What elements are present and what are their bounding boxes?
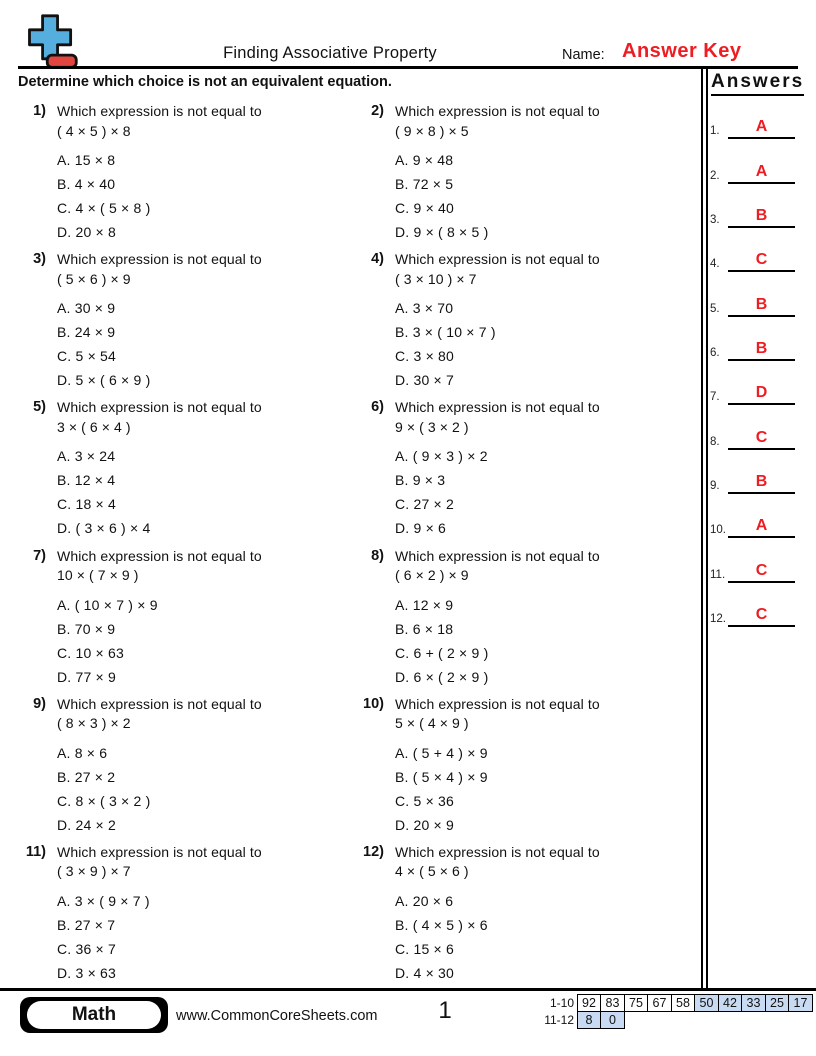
answer-number: 9. xyxy=(710,480,720,493)
plus-icon xyxy=(29,16,70,59)
answer-letter: B xyxy=(755,295,768,313)
choice-b: B. 12 × 4 xyxy=(57,472,116,489)
score-cell: 0 xyxy=(600,1011,625,1029)
page-number: 1 xyxy=(438,997,452,1024)
question-prompt: Which expression is not equal to xyxy=(57,547,262,564)
answer-number: 7. xyxy=(710,391,720,404)
question-prompt: Which expression is not equal to xyxy=(57,103,262,119)
answers-title: Answers xyxy=(711,71,804,96)
answer-item-11 xyxy=(703,539,804,583)
answer-letter: D xyxy=(755,384,768,402)
choice-b: B. ( 5 × 4 ) × 9 xyxy=(395,768,488,785)
subject-badge xyxy=(20,997,168,1033)
score-cell: 25 xyxy=(765,994,790,1012)
choice-b: B. 3 × ( 10 × 7 ) xyxy=(395,324,496,341)
choice-d: D. 20 × 9 xyxy=(395,816,455,833)
question-prompt: Which expression is not equal to xyxy=(57,399,262,416)
question-number: 3) xyxy=(33,251,46,268)
question-number: 5) xyxy=(33,399,46,416)
question-number: 1) xyxy=(33,103,46,119)
question-prompt: Which expression is not equal to xyxy=(395,251,600,268)
question-expression: ( 3 × 10 ) × 7 xyxy=(395,270,477,287)
question-prompt: Which expression is not equal to xyxy=(57,251,262,268)
choice-c: C. 4 × ( 5 × 8 ) xyxy=(57,200,151,216)
question-expression: ( 8 × 3 ) × 2 xyxy=(57,715,131,732)
choice-a: A. ( 10 × 7 ) × 9 xyxy=(57,596,158,613)
commoncoresheets-logo xyxy=(22,13,80,71)
question-expression: 5 × ( 4 × 9 ) xyxy=(395,715,469,732)
answer-blank-line xyxy=(728,581,795,583)
answer-blank-line xyxy=(728,403,795,405)
choice-b: B. 9 × 3 xyxy=(395,472,446,489)
answer-item-6 xyxy=(703,318,804,362)
choice-a: A. 15 × 8 xyxy=(57,152,116,168)
question-5 xyxy=(18,395,356,543)
answer-item-1 xyxy=(703,96,804,140)
choice-c: C. 3 × 80 xyxy=(395,348,455,365)
question-12 xyxy=(356,840,694,988)
question-1 xyxy=(18,99,356,247)
score-row-label: 1-10 xyxy=(549,996,574,1010)
choice-c: C. 6 + ( 2 × 9 ) xyxy=(395,644,489,661)
score-cell: 75 xyxy=(624,994,649,1012)
question-7 xyxy=(18,544,356,692)
answer-letter: A xyxy=(755,162,768,180)
answer-number: 2. xyxy=(710,169,720,182)
choice-b: B. 70 × 9 xyxy=(57,620,116,637)
choice-b: B. 24 × 9 xyxy=(57,324,116,341)
choice-c: C. 15 × 6 xyxy=(395,940,455,957)
question-number: 7) xyxy=(33,547,46,564)
score-row-label: 11-12 xyxy=(544,1012,574,1027)
answer-letter: C xyxy=(755,561,768,579)
question-expression: ( 5 × 6 ) × 9 xyxy=(57,270,131,287)
answer-blank-line xyxy=(728,137,795,139)
choice-a: A. ( 5 + 4 ) × 9 xyxy=(395,744,488,761)
choice-a: A. 20 × 6 xyxy=(395,892,454,909)
choice-a: A. 9 × 48 xyxy=(395,152,454,168)
answer-number: 4. xyxy=(710,258,720,271)
question-prompt: Which expression is not equal to xyxy=(395,399,600,416)
choice-d: D. 6 × ( 2 × 9 ) xyxy=(395,668,489,685)
question-number: 10) xyxy=(363,695,384,712)
score-cell: 17 xyxy=(788,994,813,1012)
choice-d: D. ( 3 × 6 ) × 4 xyxy=(57,520,151,537)
choice-c: C. 10 × 63 xyxy=(57,644,124,661)
answer-blank-line xyxy=(728,359,795,361)
answer-letter: C xyxy=(755,428,768,446)
questions-grid xyxy=(18,99,698,988)
answer-blank-line xyxy=(728,315,795,317)
choice-b: B. 27 × 7 xyxy=(57,916,116,933)
answer-item-5 xyxy=(703,273,804,317)
answer-blank-line xyxy=(728,182,795,184)
choice-a: A. 30 × 9 xyxy=(57,300,116,317)
answer-blank-line xyxy=(728,492,795,494)
choice-c: C. 36 × 7 xyxy=(57,940,117,957)
question-number: 11) xyxy=(25,843,46,860)
choice-d: D. 20 × 8 xyxy=(57,224,117,240)
choice-d: D. 30 × 7 xyxy=(395,372,455,389)
answer-blank-line xyxy=(728,625,795,627)
choice-b: B. 4 × 40 xyxy=(57,176,116,192)
answer-item-10 xyxy=(703,495,804,539)
question-prompt: Which expression is not equal to xyxy=(395,695,600,712)
answer-blank-line xyxy=(728,536,795,538)
question-expression: 4 × ( 5 × 6 ) xyxy=(395,863,469,880)
question-expression: 3 × ( 6 × 4 ) xyxy=(57,418,131,435)
answer-number: 10. xyxy=(710,524,726,537)
choice-c: C. 5 × 54 xyxy=(57,348,117,365)
answer-number: 6. xyxy=(710,347,720,360)
choice-a: A. 3 × ( 9 × 7 ) xyxy=(57,892,150,909)
choice-d: D. 3 × 63 xyxy=(57,964,117,981)
question-11 xyxy=(18,840,356,988)
choice-b: B. 6 × 18 xyxy=(395,620,454,637)
answer-letter: C xyxy=(755,606,768,624)
header-divider xyxy=(18,66,798,69)
answers-list xyxy=(703,96,804,628)
question-8 xyxy=(356,544,694,692)
choice-c: C. 8 × ( 3 × 2 ) xyxy=(57,792,151,809)
subject-label: Math xyxy=(71,1004,117,1025)
choice-b: B. ( 4 × 5 ) × 6 xyxy=(395,916,488,933)
score-cell: 58 xyxy=(671,994,696,1012)
answer-item-4 xyxy=(703,229,804,273)
question-number: 6) xyxy=(371,399,384,416)
question-4 xyxy=(356,247,694,395)
answer-blank-line xyxy=(728,226,795,228)
question-expression: 10 × ( 7 × 9 ) xyxy=(57,567,139,584)
answer-number: 3. xyxy=(710,214,720,227)
question-9 xyxy=(18,692,356,840)
question-number: 9) xyxy=(33,695,46,712)
choice-a: A. 3 × 70 xyxy=(395,300,454,317)
answer-number: 5. xyxy=(710,302,720,315)
choice-a: A. 3 × 24 xyxy=(57,448,116,465)
page-title: Finding Associative Property xyxy=(223,44,437,62)
answer-letter: A xyxy=(755,118,768,136)
question-expression: ( 9 × 8 ) × 5 xyxy=(395,122,469,139)
score-cell: 92 xyxy=(577,994,602,1012)
choice-c: C. 5 × 36 xyxy=(395,792,455,809)
question-expression: ( 6 × 2 ) × 9 xyxy=(395,567,469,584)
answer-letter: C xyxy=(755,251,768,269)
score-cell: 42 xyxy=(718,994,743,1012)
answer-number: 12. xyxy=(710,613,726,626)
choice-d: D. 9 × ( 8 × 5 ) xyxy=(395,224,489,240)
answer-blank-line xyxy=(728,270,795,272)
choice-d: D. 24 × 2 xyxy=(57,816,117,833)
question-3 xyxy=(18,247,356,395)
question-prompt: Which expression is not equal to xyxy=(57,843,262,860)
question-prompt: Which expression is not equal to xyxy=(395,843,600,860)
question-prompt: Which expression is not equal to xyxy=(395,103,600,119)
score-row-11-12 xyxy=(538,1011,813,1029)
answer-item-3 xyxy=(703,185,804,229)
answer-number: 1. xyxy=(710,125,720,138)
answer-item-9 xyxy=(703,451,804,495)
question-6 xyxy=(356,395,694,543)
answer-number: 8. xyxy=(710,435,720,448)
question-number: 2) xyxy=(371,103,384,119)
choice-a: A. ( 9 × 3 ) × 2 xyxy=(395,448,488,465)
answer-letter: B xyxy=(755,207,768,225)
score-row-1-10 xyxy=(538,994,813,1012)
answer-key-text: Answer Key xyxy=(622,40,742,62)
answer-item-12 xyxy=(703,584,804,628)
choice-b: B. 72 × 5 xyxy=(395,176,454,192)
answer-item-8 xyxy=(703,406,804,450)
score-table xyxy=(538,994,813,1029)
name-label: Name: xyxy=(562,47,605,63)
score-cell: 8 xyxy=(577,1011,602,1029)
answer-number: 11. xyxy=(710,568,726,581)
choice-b: B. 27 × 2 xyxy=(57,768,116,785)
choice-d: D. 9 × 6 xyxy=(395,520,447,537)
answers-panel xyxy=(701,68,804,988)
choice-d: D. 77 × 9 xyxy=(57,668,117,685)
score-cell: 83 xyxy=(600,994,625,1012)
answer-item-2 xyxy=(703,140,804,184)
footer-divider xyxy=(0,988,816,991)
question-expression: 9 × ( 3 × 2 ) xyxy=(395,418,469,435)
question-2 xyxy=(356,99,694,247)
choice-c: C. 9 × 40 xyxy=(395,200,455,216)
score-cell: 67 xyxy=(647,994,672,1012)
question-expression: ( 3 × 9 ) × 7 xyxy=(57,863,131,880)
choice-a: A. 8 × 6 xyxy=(57,744,108,761)
question-expression: ( 4 × 5 ) × 8 xyxy=(57,122,131,139)
choice-d: D. 4 × 30 xyxy=(395,964,455,981)
instructions-text: Determine which choice is not an equivalent equation. xyxy=(18,74,392,90)
choice-c: C. 27 × 2 xyxy=(395,496,455,513)
answer-letter: A xyxy=(755,517,768,535)
score-cell: 50 xyxy=(694,994,719,1012)
score-cell: 33 xyxy=(741,994,766,1012)
answer-item-7 xyxy=(703,362,804,406)
choice-c: C. 18 × 4 xyxy=(57,496,117,513)
choice-d: D. 5 × ( 6 × 9 ) xyxy=(57,372,151,389)
question-number: 12) xyxy=(363,843,384,860)
question-prompt: Which expression is not equal to xyxy=(57,695,262,712)
question-prompt: Which expression is not equal to xyxy=(395,547,600,564)
choice-a: A. 12 × 9 xyxy=(395,596,454,613)
answer-blank-line xyxy=(728,448,795,450)
question-10 xyxy=(356,692,694,840)
website-url: www.CommonCoreSheets.com xyxy=(176,1008,378,1024)
answer-letter: B xyxy=(755,473,768,491)
question-number: 8) xyxy=(371,547,384,564)
question-number: 4) xyxy=(371,251,384,268)
answer-letter: B xyxy=(755,340,768,358)
